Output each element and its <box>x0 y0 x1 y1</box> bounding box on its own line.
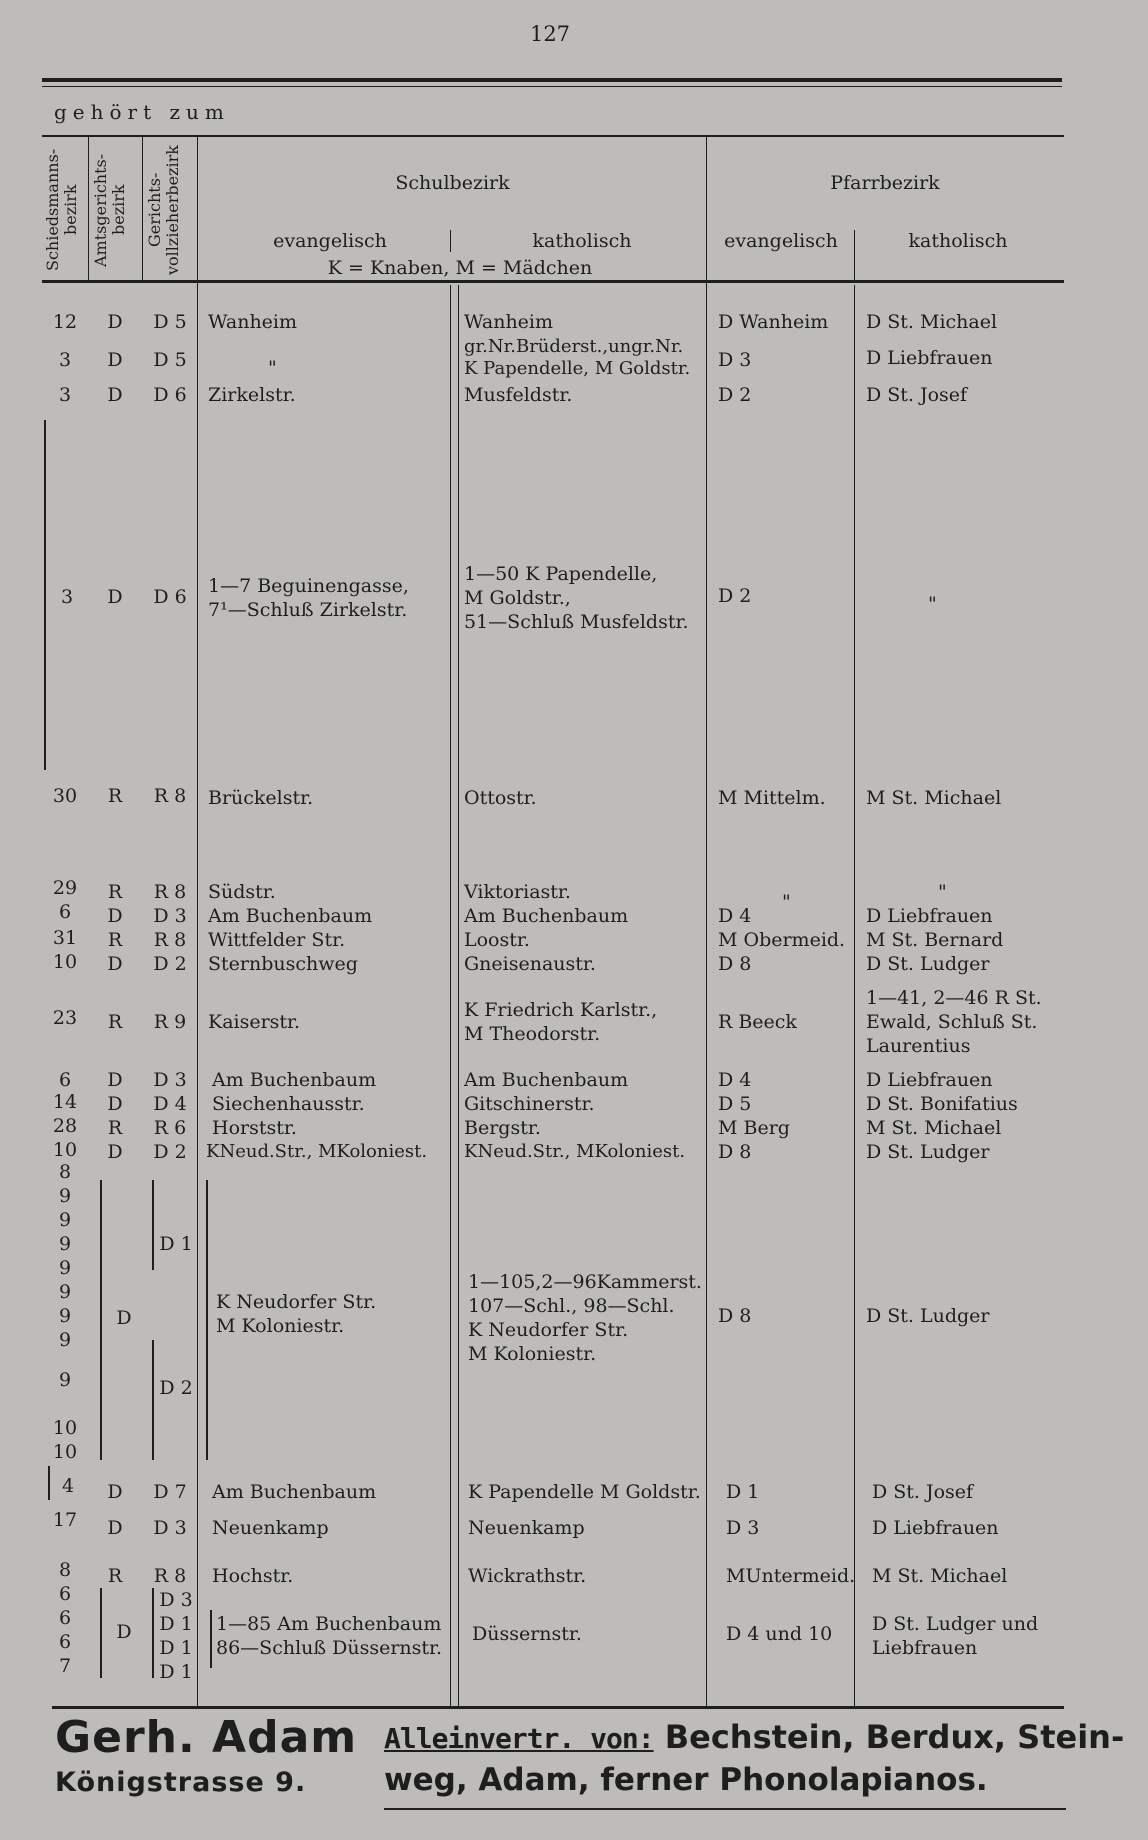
row-8-parish-ev: D 8 <box>718 953 752 975</box>
row-7-parish-kat: M St. Bernard <box>866 929 1004 951</box>
row-0-parish-kat: D St. Michael <box>866 311 998 333</box>
row-2-parish-kat: D St. Josef <box>866 384 968 406</box>
group-a-brace-sev <box>206 1180 208 1460</box>
group-a-gv2: D 2 <box>159 1377 193 1399</box>
row-3-parish-ev: D 2 <box>718 585 752 607</box>
rows2-1-gerichtsvollzieher: D 3 <box>153 1517 187 1539</box>
row-1-parish-ev: D 3 <box>718 349 752 371</box>
row-3-brace <box>44 420 46 770</box>
row-2-school-kat: Musfeldstr. <box>464 384 573 406</box>
header-top-rule <box>42 135 1064 137</box>
rows2-2-amtsgericht: R <box>107 1565 123 1587</box>
header-caption: gehört zum <box>54 100 230 124</box>
row-8-parish-kat: D St. Ludger <box>866 953 990 975</box>
group-b-parish-ev: D 4 und 10 <box>726 1623 833 1645</box>
row-4-parish-kat: M St. Michael <box>866 787 1002 809</box>
group-b-parish-kat: D St. Ludger und Liebfrauen <box>872 1613 1039 1659</box>
group-b-sm: 6 <box>58 1631 72 1653</box>
page-number: 127 <box>529 22 571 46</box>
row-11-schiedsmann: 14 <box>52 1091 78 1113</box>
row-5-parish-ev: " <box>782 891 791 913</box>
group-b-brace-sev <box>210 1610 212 1668</box>
header-gerichtsvollzieher: Gerichts- vollzieherbezirk <box>145 145 182 275</box>
group-b-sm: 6 <box>58 1583 72 1605</box>
row-4-schiedsmann: 30 <box>52 785 78 807</box>
row-8-school-kat: Gneisenaustr. <box>464 953 596 975</box>
row-4-school-kat: Ottostr. <box>464 787 537 809</box>
group-b-brace-ag <box>100 1588 102 1678</box>
row-0-schiedsmann: 12 <box>52 311 78 333</box>
row-0-school-kat: Wanheim <box>464 311 554 333</box>
row-5-amtsgericht: R <box>107 881 123 903</box>
row-9-parish-ev: R Beeck <box>718 1011 797 1033</box>
top-rule <box>42 78 1062 82</box>
header-school-evangelisch: evangelisch <box>273 230 387 252</box>
group-b-gv: D 1 <box>159 1661 193 1683</box>
ad-line1-prefix: Alleinvertr. von: <box>384 1722 654 1755</box>
ad-street: Königstrasse 9. <box>55 1767 307 1798</box>
row-0-school-ev: Wanheim <box>208 311 298 333</box>
rows2-1-parish-ev: D 3 <box>726 1517 760 1539</box>
rows2-2-gerichtsvollzieher: R 8 <box>153 1565 187 1587</box>
ad-line1: Bechstein, Berdux, Stein- <box>653 1718 1125 1756</box>
row-6-school-kat: Am Buchenbaum <box>464 905 629 927</box>
rows2-0-parish-ev: D 1 <box>726 1481 760 1503</box>
row-4-amtsgericht: R <box>107 785 123 807</box>
row-5-school-kat: Viktoriastr. <box>464 881 571 903</box>
group-a-sm: 9 <box>58 1369 72 1391</box>
ad-underline <box>384 1808 1066 1810</box>
row-3-gerichtsvollzieher: D 6 <box>153 586 187 608</box>
group-a-sm: 9 <box>58 1233 72 1255</box>
group-a-sm: 9 <box>58 1257 72 1279</box>
top-rule-thin <box>42 86 1062 87</box>
row-4-school-ev: Brückelstr. <box>208 787 314 809</box>
row-3-schiedsmann: 3 <box>60 586 74 608</box>
row-13-school-kat: KNeud.Str., MKoloniest. <box>464 1141 686 1162</box>
rows2-1-schiedsmann: 17 <box>52 1509 78 1531</box>
header-amtsgericht: Amtsgerichts- bezirk <box>91 153 128 267</box>
row-12-parish-kat: M St. Michael <box>866 1117 1002 1139</box>
group-a-parish-kat: D St. Ludger <box>866 1305 990 1327</box>
col-line <box>197 137 198 1707</box>
row-13-parish-ev: D 8 <box>718 1141 752 1163</box>
rows2-1-parish-kat: D Liebfrauen <box>872 1517 999 1539</box>
row-2-school-ev: Zirkelstr. <box>208 384 296 406</box>
group-a-parish-ev: D 8 <box>718 1305 752 1327</box>
ad-company-name: Gerh. Adam <box>55 1712 358 1763</box>
rows2-2-schiedsmann: 8 <box>58 1559 72 1581</box>
group-a-school-ev: K Neudorfer Str. M Koloniestr. <box>216 1291 377 1337</box>
row-12-gerichtsvollzieher: R 6 <box>153 1117 187 1139</box>
row-2-gerichtsvollzieher: D 6 <box>153 384 187 406</box>
row-0-amtsgericht: D <box>107 311 123 333</box>
row-7-amtsgericht: R <box>107 929 123 951</box>
header-parish-evangelisch: evangelisch <box>724 230 838 252</box>
group-a-brace-ag <box>100 1180 102 1460</box>
rows2-0-gerichtsvollzieher: D 7 <box>153 1481 187 1503</box>
rows2-0-schiedsmann: 4 <box>61 1475 75 1497</box>
group-b-brace-gv <box>152 1588 154 1678</box>
row-8-amtsgericht: D <box>107 953 123 975</box>
rows2-0-school-kat: K Papendelle M Goldstr. <box>468 1481 701 1503</box>
group-a-brace-gv1 <box>152 1180 154 1270</box>
row-12-parish-ev: M Berg <box>718 1117 790 1139</box>
group-a-sm: 9 <box>58 1185 72 1207</box>
row-9-school-kat: K Friedrich Karlstr., M Theodorstr. <box>464 999 658 1045</box>
row-10-school-kat: Am Buchenbaum <box>464 1069 629 1091</box>
advertisement-company <box>55 1712 357 1798</box>
row-5-school-ev: Südstr. <box>208 881 276 903</box>
col-line <box>142 137 143 282</box>
row-5-parish-kat: " <box>938 881 947 903</box>
row-10-gerichtsvollzieher: D 3 <box>153 1069 187 1091</box>
group-a-sm: 9 <box>58 1329 72 1351</box>
col-line <box>706 137 707 1707</box>
row-13-school-ev: KNeud.Str., MKoloniest. <box>206 1141 428 1162</box>
group-b-school-kat: Düssernstr. <box>472 1623 582 1645</box>
row-1-parish-kat: D Liebfrauen <box>866 347 993 369</box>
row-10-parish-ev: D 4 <box>718 1069 752 1091</box>
row-11-school-kat: Gitschinerstr. <box>464 1093 595 1115</box>
row-2-schiedsmann: 3 <box>58 384 72 406</box>
group-b-gv: D 3 <box>159 1589 193 1611</box>
col-line <box>450 285 451 1707</box>
group-b-gv: D 1 <box>159 1613 193 1635</box>
header-schulbezirk: Schulbezirk <box>395 172 510 194</box>
footer-rule <box>52 1706 1064 1709</box>
col-line <box>854 230 855 282</box>
row-8-gerichtsvollzieher: D 2 <box>153 953 187 975</box>
row-6-amtsgericht: D <box>107 905 123 927</box>
row-1-gerichtsvollzieher: D 5 <box>153 349 187 371</box>
group-a-sm: 9 <box>58 1281 72 1303</box>
rows2-1-school-ev: Neuenkamp <box>212 1517 329 1539</box>
row-12-amtsgericht: R <box>107 1117 123 1139</box>
row-6-parish-kat: D Liebfrauen <box>866 905 993 927</box>
row-11-parish-ev: D 5 <box>718 1093 752 1115</box>
row-3-school-kat: 1—50 K Papendelle, M Goldstr., 51—Schluß Musfeldstr. <box>464 563 689 633</box>
row-0-gerichtsvollzieher: D 5 <box>153 311 187 333</box>
row-12-schiedsmann: 28 <box>52 1115 78 1137</box>
group-a-amtsgericht: D <box>116 1307 132 1329</box>
col-line <box>88 137 89 282</box>
ad-line2: weg, Adam, ferner Phonolapianos. <box>384 1762 988 1798</box>
row-8-schiedsmann: 10 <box>52 951 78 973</box>
rows2-0-parish-kat: D St. Josef <box>872 1481 974 1503</box>
rows2-2-parish-ev: MUntermeid. <box>726 1565 856 1587</box>
rows2-0-amtsgericht: D <box>107 1481 123 1503</box>
group-a-gv1: D 1 <box>159 1233 193 1255</box>
group-a-school-kat: 1—105,2—96Kammerst. 107—Schl., 98—Schl. K Neudorfer Str. M Koloniestr. <box>468 1271 702 1365</box>
row-9-gerichtsvollzieher: R 9 <box>153 1011 187 1033</box>
row-6-gerichtsvollzieher: D 3 <box>153 905 187 927</box>
row-3-school-ev: 1—7 Beguinengasse, 7¹—Schluß Zirkelstr. <box>208 575 409 621</box>
row-10-school-ev: Am Buchenbaum <box>212 1069 377 1091</box>
row-11-school-ev: Siechenhausstr. <box>212 1093 365 1115</box>
rows2-2-school-kat: Wickrathstr. <box>468 1565 587 1587</box>
group-b-sm: 6 <box>58 1607 72 1629</box>
row-7-schiedsmann: 31 <box>52 927 78 949</box>
header-school-katholisch: katholisch <box>532 230 632 252</box>
row-6-parish-ev: D 4 <box>718 905 752 927</box>
group-b-gv: D 1 <box>159 1637 193 1659</box>
row-13-schiedsmann: 10 <box>52 1139 78 1161</box>
header-parish-katholisch: katholisch <box>908 230 1008 252</box>
row-9-parish-kat: 1—41, 2—46 R St. Ewald, Schluß St. Laurentius <box>866 987 1042 1057</box>
row-1-school-kat: gr.Nr.Brüderst.,ungr.Nr. K Papendelle, M Goldstr. <box>464 336 691 379</box>
row-4-parish-ev: M Mittelm. <box>718 787 826 809</box>
row-3-amtsgericht: D <box>107 586 123 608</box>
rows2-0-school-ev: Am Buchenbaum <box>212 1481 377 1503</box>
row-12-school-kat: Bergstr. <box>464 1117 541 1139</box>
row-9-schiedsmann: 23 <box>52 1007 78 1029</box>
row-9-amtsgericht: R <box>107 1011 123 1033</box>
group-a-brace-gv2 <box>152 1340 154 1460</box>
col-line <box>450 230 451 252</box>
rows2-1-school-kat: Neuenkamp <box>468 1517 585 1539</box>
row-13-amtsgericht: D <box>107 1141 123 1163</box>
group-a-sm: 10 <box>52 1441 78 1463</box>
row-12-school-ev: Horststr. <box>212 1117 297 1139</box>
group-b-amtsgericht: D <box>116 1621 132 1643</box>
header-bottom-rule <box>42 280 1064 283</box>
rows2-2-parish-kat: M St. Michael <box>872 1565 1008 1587</box>
row-2-amtsgericht: D <box>107 384 123 406</box>
row-11-parish-kat: D St. Bonifatius <box>866 1093 1018 1115</box>
advertisement-text <box>384 1718 1124 1798</box>
row-6-school-ev: Am Buchenbaum <box>208 905 373 927</box>
row-7-gerichtsvollzieher: R 8 <box>153 929 187 951</box>
rows2-1-amtsgericht: D <box>107 1517 123 1539</box>
header-pfarrbezirk: Pfarrbezirk <box>830 172 940 194</box>
row-11-amtsgericht: D <box>107 1093 123 1115</box>
row-5-gerichtsvollzieher: R 8 <box>153 881 187 903</box>
header-legend: K = Knaben, M = Mädchen <box>327 257 593 279</box>
group-b-sm: 7 <box>58 1655 72 1677</box>
row-10-parish-kat: D Liebfrauen <box>866 1069 993 1091</box>
row-10-schiedsmann: 6 <box>58 1069 72 1091</box>
group-a-sm: 9 <box>58 1209 72 1231</box>
row-7-parish-ev: M Obermeid. <box>718 929 846 951</box>
row-7-school-ev: Wittfelder Str. <box>208 929 346 951</box>
row-3-parish-kat: " <box>928 593 937 615</box>
row-13-parish-kat: D St. Ludger <box>866 1141 990 1163</box>
row-1-schiedsmann: 3 <box>58 349 72 371</box>
row-2-parish-ev: D 2 <box>718 384 752 406</box>
row-8-school-ev: Sternbuschweg <box>208 953 358 975</box>
row-0-parish-ev: D Wanheim <box>718 311 829 333</box>
col-line <box>854 285 855 1707</box>
row-9-school-ev: Kaiserstr. <box>208 1011 301 1033</box>
row-5-schiedsmann: 29 <box>52 877 78 899</box>
row-1-amtsgericht: D <box>107 349 123 371</box>
row-10-amtsgericht: D <box>107 1069 123 1091</box>
row-7-school-kat: Loostr. <box>464 929 530 951</box>
rows2-2-school-ev: Hochstr. <box>212 1565 294 1587</box>
row-6-schiedsmann: 6 <box>58 901 72 923</box>
group-a-sm: 8 <box>58 1161 72 1183</box>
group-a-sm: 10 <box>52 1417 78 1439</box>
header-schiedsmann: Schiedsmanns- bezirk <box>43 148 80 272</box>
row-4-gerichtsvollzieher: R 8 <box>153 785 187 807</box>
group-b-school-ev: 1—85 Am Buchenbaum 86—Schluß Düssernstr. <box>216 1613 443 1659</box>
col-line <box>458 285 459 1707</box>
group-a-sm: 9 <box>58 1305 72 1327</box>
row-13-gerichtsvollzieher: D 2 <box>153 1141 187 1163</box>
row-11-gerichtsvollzieher: D 4 <box>153 1093 187 1115</box>
row-1-school-ev: " <box>268 357 277 379</box>
